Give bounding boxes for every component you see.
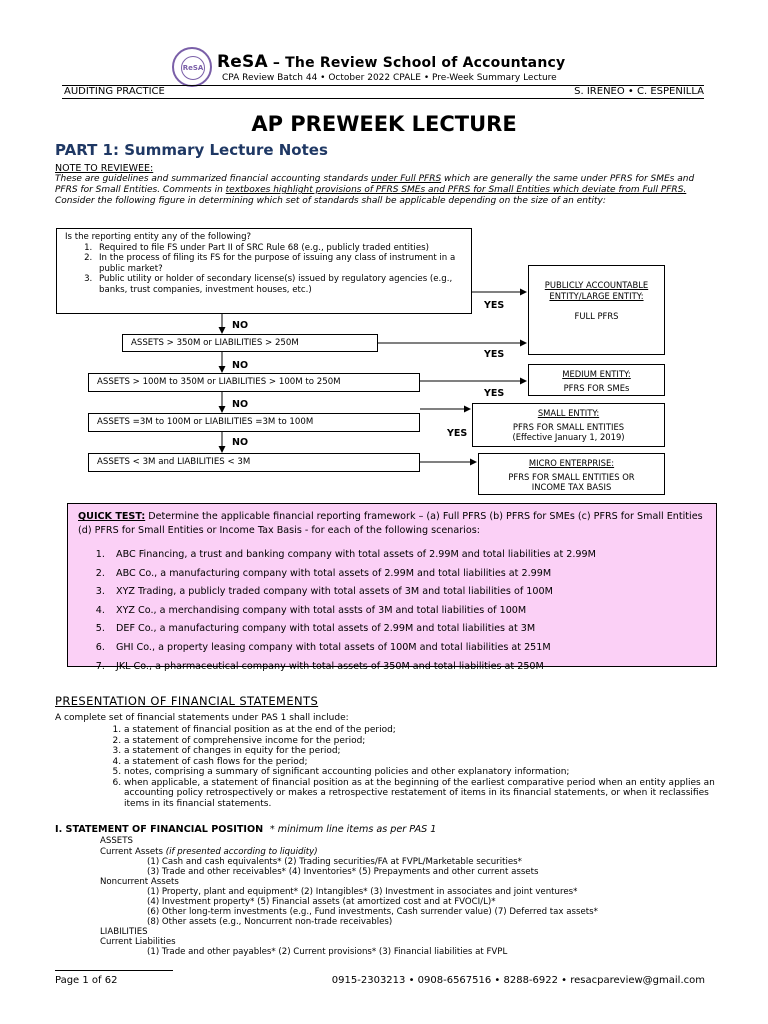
result-title: SMALL ENTITY: [537, 408, 600, 418]
fs-component: 6. when applicable, a statement of financial position as at the beginning of the earliest comparative period when an entity applies an accounting policy retrospectively or makes a retrospective restatement of items in its financial statements, or when it reclassifies items in its financial statements. [124, 778, 734, 810]
fs-component: 2. a statement of comprehensive income for the period; [124, 736, 734, 747]
result-large-entity [528, 265, 665, 355]
header-subtitle: CPA Review Batch 44 • October 2022 CPALE • Pre-Week Summary Lecture [222, 73, 557, 83]
public-accountability-question-box [56, 228, 472, 314]
cl-line: (1) Trade and other payables* (2) Current provisions* (3) Financial liabilities at FVPL [147, 947, 508, 957]
quick-test-instruction [78, 510, 706, 538]
result-small-entity [472, 403, 665, 447]
no-label: NO [232, 360, 249, 371]
sfp-noncurrent-assets: Noncurrent Assets [100, 877, 179, 887]
fs-component: 3. a statement of changes in equity for the period; [124, 746, 734, 757]
criterion: 3. Public utility or holder of secondary license(s) issued by regulatory agencies (e.g., banks, trust companies, investment houses, etc.) [95, 274, 463, 295]
course-name: AUDITING PRACTICE [64, 86, 165, 97]
criteria-list [65, 243, 463, 296]
result-title: PUBLICLY ACCOUNTABLE ENTITY/LARGE ENTITY: [544, 280, 649, 301]
current-assets-label: Current Assets [100, 847, 163, 857]
condition-large: ASSETS > 350M or LIABILITIES > 250M [122, 334, 378, 352]
quick-test-text: Determine the applicable financial reporting framework – (a) Full PFRS (b) PFRS for SMEs (c) PFRS for Small Entities (d) PFRS for Small Entities or Income Tax Basis - for each of the following scenarios: [78, 511, 703, 536]
no-label: NO [232, 437, 249, 448]
no-label: NO [232, 320, 249, 331]
sfp-title-text: I. STATEMENT OF FINANCIAL POSITION [55, 824, 264, 835]
nca-line: (1) Property, plant and equipment* (2) Intangibles* (3) Investment in associates and joint ventures* [147, 887, 578, 897]
result-micro-enterprise [478, 453, 665, 495]
result-value: FULL PFRS [574, 311, 619, 321]
result-title: MEDIUM ENTITY: [562, 369, 631, 379]
criterion: 1. Required to file FS under Part II of SRC Rule 68 (e.g., publicly traded entities) [95, 243, 463, 254]
sfp-liabilities-heading: LIABILITIES [100, 927, 148, 937]
result-medium-entity [528, 364, 665, 396]
sfp-current-assets [100, 847, 318, 858]
fs-component: 5. notes, comprising a summary of significant accounting policies and other explanatory information; [124, 767, 734, 778]
ca-line: (3) Trade and other receivables* (4) Inventories* (5) Prepayments and other current assets [147, 867, 539, 877]
quick-test-item: 1. ABC Financing, a trust and banking company with total assets of 2.99M and total liabilities at 2.99M [108, 546, 706, 565]
no-label: NO [232, 399, 249, 410]
nca-line: (6) Other long-term investments (e.g., Fund investments, Cash surrender value) (7) Deferred tax assets* [147, 907, 598, 917]
result-note: (Effective January 1, 2019) [512, 432, 625, 442]
sfp-assets-heading: ASSETS [100, 836, 133, 846]
quick-test-item: 6. GHI Co., a property leasing company with total assets of 100M and total liabilities at 251M [108, 639, 706, 658]
result-value: PFRS FOR SMALL ENTITIES [512, 421, 625, 432]
ca-line: (1) Cash and cash equivalents* (2) Trading securities/FA at FVPL/Marketable securities* [147, 857, 522, 867]
page-number: Page 1 of 62 [55, 975, 118, 986]
flow-question: Is the reporting entity any of the following? [65, 232, 252, 242]
result-title: MICRO ENTERPRISE: [528, 458, 615, 468]
yes-label: YES [484, 349, 505, 360]
yes-label: YES [484, 300, 505, 311]
result-value: PFRS FOR SMEs [563, 382, 630, 393]
note-text-2: which are generally the same under PFRS for SMEs and PFRS for Small Entities. Comments in [55, 174, 695, 195]
condition-medium: ASSETS > 100M to 350M or LIABILITIES > 100M to 250M [88, 373, 420, 392]
note-text-1: These are guidelines and summarized financial accounting standards [55, 174, 371, 184]
quick-test-item: 2. ABC Co., a manufacturing company with total assets of 2.99M and total liabilities at 2.99M [108, 565, 706, 584]
presentation-title: PRESENTATION OF FINANCIAL STATEMENTS [55, 694, 319, 708]
fs-components-list [100, 725, 734, 809]
note-heading: NOTE TO REVIEWEE: [55, 163, 154, 174]
criterion: 2. In the process of filing its FS for the purpose of issuing any class of instrument in a public market? [95, 253, 463, 274]
lecturers: S. IRENEO • C. ESPENILLA [574, 86, 704, 97]
result-value: PFRS FOR SMALL ENTITIES OR INCOME TAX BASIS [508, 471, 635, 492]
note-underline-2: textboxes highlight provisions of PFRS SMEs and PFRS for Small Entities which deviate from Full PFRS. [225, 185, 687, 195]
yes-label: YES [484, 388, 505, 399]
page-title: AP PREWEEK LECTURE [251, 112, 517, 136]
fs-component: 4. a statement of cash flows for the period; [124, 757, 734, 768]
part-title: PART 1: Summary Lecture Notes [55, 141, 328, 159]
org-name-prefix: ReSA [217, 52, 268, 72]
yes-label: YES [447, 428, 468, 439]
presentation-intro: A complete set of financial statements under PAS 1 shall include: [55, 713, 349, 723]
note-text-3: Consider the following figure in determining which set of standards shall be applicable depending on the size of an entity: [55, 196, 606, 206]
quick-test-item: 5. DEF Co., a manufacturing company with total assets of 2.99M and total liabilities at 3M [108, 620, 706, 639]
quick-test-item: 3. XYZ Trading, a publicly traded company with total assets of 3M and total liabilities of 100M [108, 583, 706, 602]
quick-test-item: 4. XYZ Co., a merchandising company with total assts of 3M and total liabilities of 100M [108, 602, 706, 621]
logo-text: ReSA [181, 56, 205, 80]
current-assets-note: (if presented according to liquidity) [165, 847, 318, 857]
quick-test-item: 7. JKL Co., a pharmaceutical company with total assets of 350M and total liabilities at 250M [108, 658, 706, 677]
note-underline-1: under Full PFRS [371, 174, 442, 184]
org-name-rest: – The Review School of Accountancy [267, 55, 566, 71]
nca-line: (8) Other assets (e.g., Noncurrent non-trade receivables) [147, 917, 393, 927]
footer-rule [55, 970, 173, 971]
contact-info: 0915-2303213 • 0908-6567516 • 8288-6922 • resacpareview@gmail.com [331, 975, 705, 986]
nca-line: (4) Investment property* (5) Financial assets (at amortized cost and at FVOCI/L)* [147, 897, 496, 907]
quick-test-label: QUICK TEST: [78, 511, 146, 522]
sfp-title [55, 824, 436, 835]
condition-micro: ASSETS < 3M and LIABILITIES < 3M [88, 453, 420, 472]
quick-test-list [78, 546, 706, 676]
sfp-note: * minimum line items as per PAS 1 [269, 824, 437, 835]
quick-test-box [67, 503, 717, 672]
sfp-current-liabilities: Current Liabilities [100, 937, 176, 947]
fs-component: 1. a statement of financial position as at the end of the period; [124, 725, 734, 736]
condition-small: ASSETS =3M to 100M or LIABILITIES =3M to 100M [88, 413, 420, 432]
